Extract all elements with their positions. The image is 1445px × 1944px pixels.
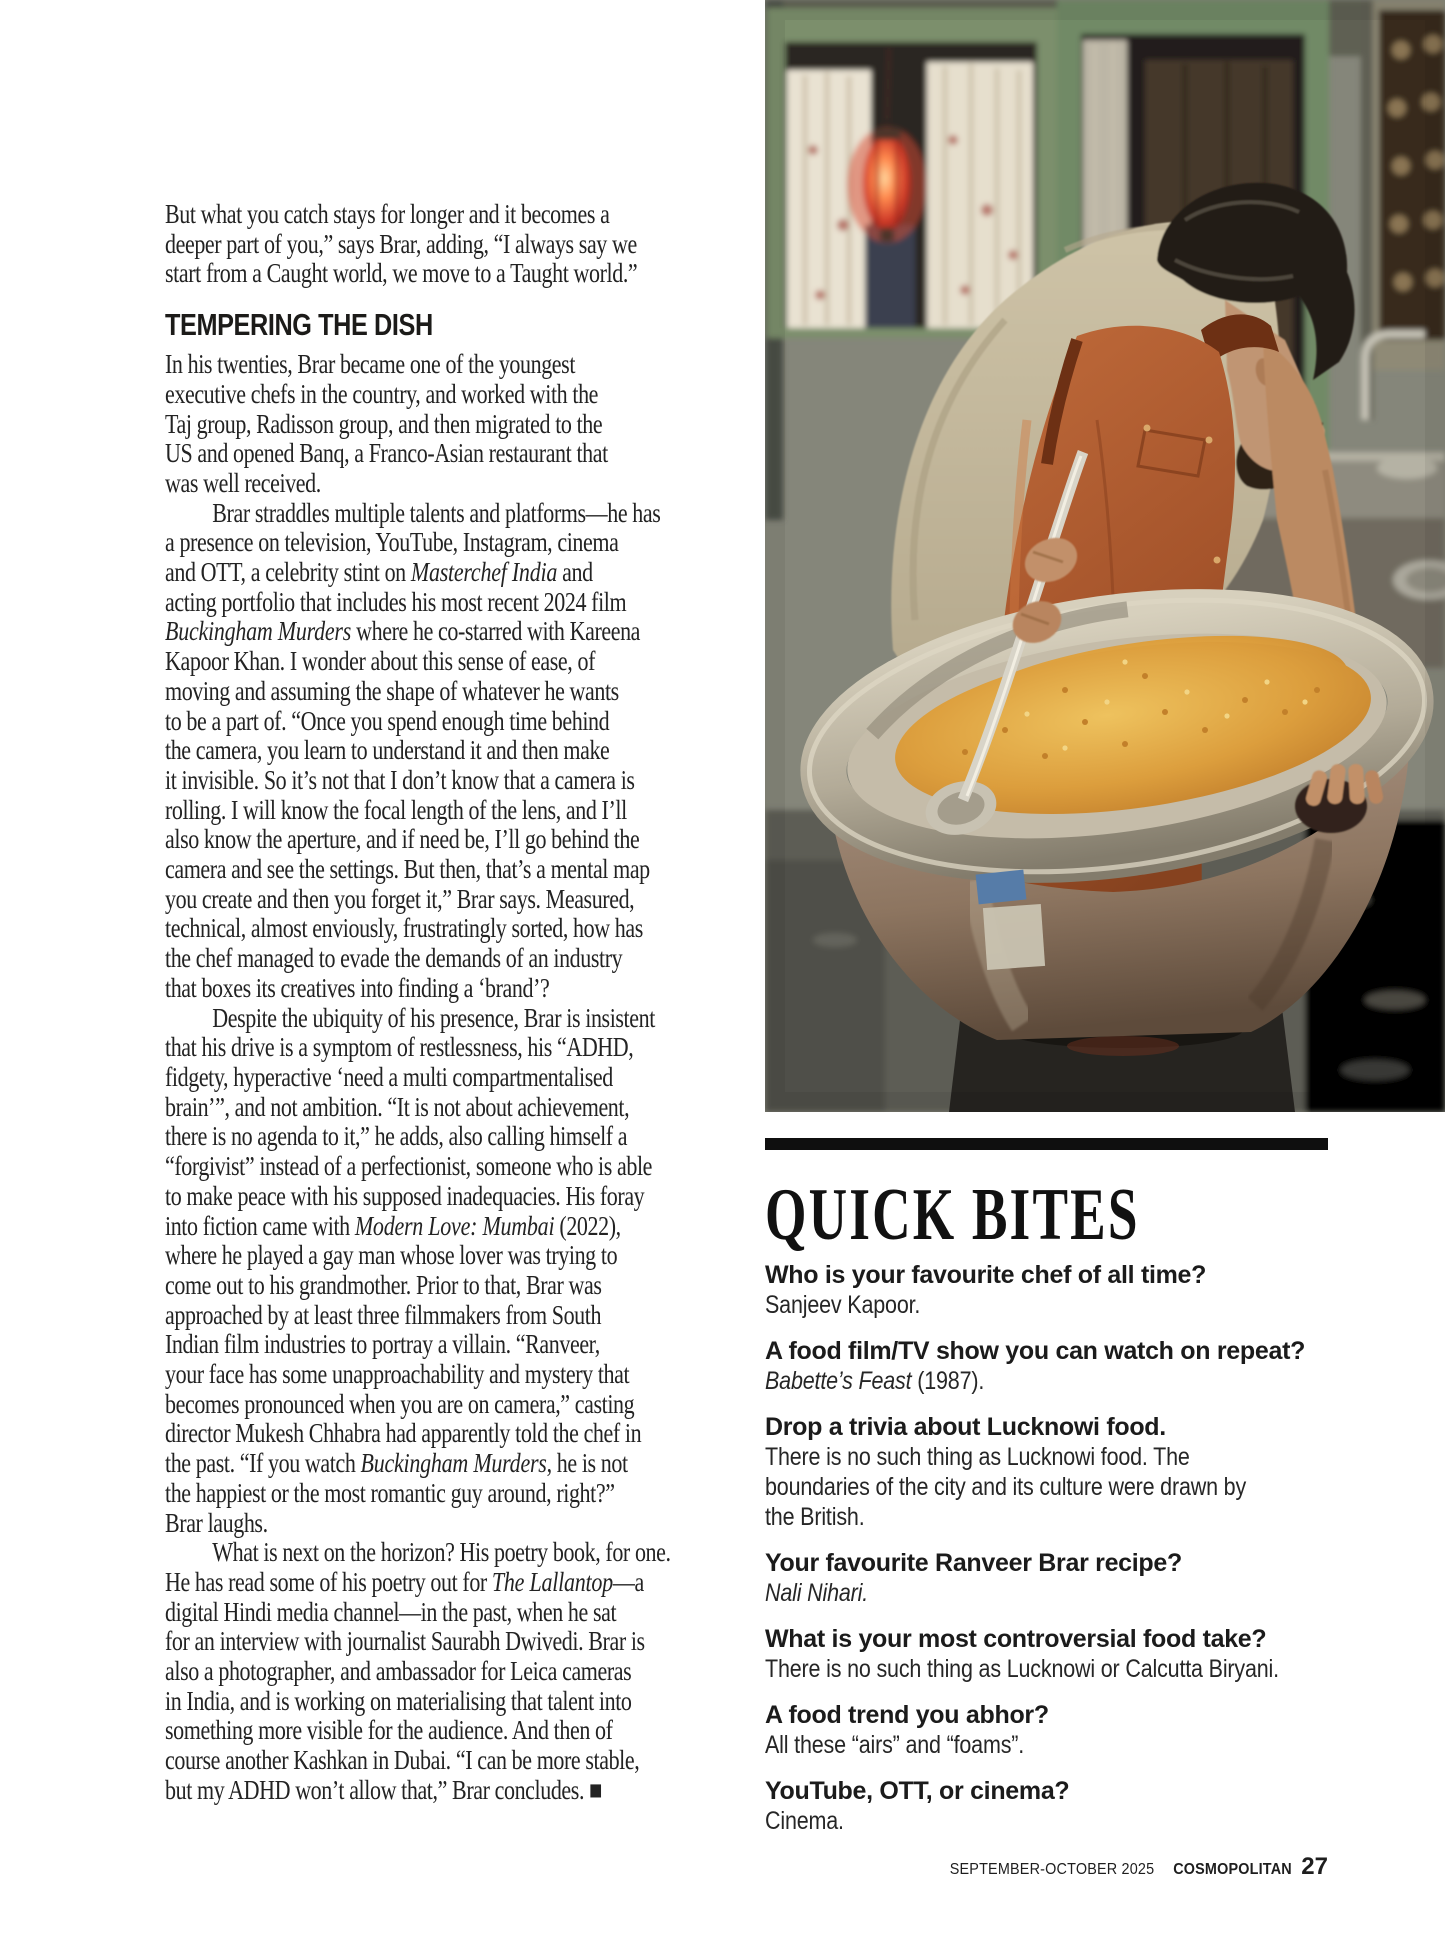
- quick-bites-list: [765, 1260, 1345, 1836]
- article-line: He has read some of his poetry out for The Lallantop—a: [165, 1566, 644, 1597]
- article-line: Kapoor Khan. I wonder about this sense of ease, of: [165, 646, 595, 677]
- article-paragraph: [165, 1538, 713, 1805]
- article-line: digital Hindi media channel—in the past, when he sat: [165, 1596, 617, 1627]
- article-paragraph: [165, 499, 713, 1004]
- article-line: the happiest or the most romantic guy around, right?”: [165, 1477, 615, 1508]
- qa-answer-line: Nali Nihari.: [765, 1579, 869, 1607]
- qa-question: What is your most controversial food take?: [765, 1625, 1267, 1653]
- qa-answer-line: Babette’s Feast (1987).: [765, 1367, 985, 1395]
- qa-answer-line: the British.: [765, 1503, 865, 1531]
- qa-item: [765, 1548, 1345, 1608]
- article-line: something more visible for the audience. And then of: [165, 1715, 613, 1746]
- quick-bites-section: [765, 1174, 1345, 1836]
- page-footer: [927, 1853, 1328, 1881]
- qa-question: A food trend you abhor?: [765, 1701, 1049, 1729]
- article-line: camera and see the settings. But then, that’s a mental map: [165, 854, 650, 885]
- section-divider-rule: [765, 1138, 1328, 1150]
- article-line: where he played a gay man whose lover was trying to: [165, 1240, 618, 1271]
- article-line: that his drive is a symptom of restlessness, his “ADHD,: [165, 1032, 634, 1063]
- qa-item: [765, 1700, 1345, 1760]
- article-column: [165, 200, 713, 1806]
- article-line: into fiction came with Modern Love: Mumbai (2022),: [165, 1210, 621, 1241]
- article-line: brain’”, and not ambition. “It is not about achievement,: [165, 1091, 630, 1122]
- article-paragraph: [165, 1004, 713, 1539]
- article-line: Indian film industries to portray a villain. “Ranveer,: [165, 1329, 600, 1360]
- footer-brand: COSMOPOLITAN: [1173, 1861, 1293, 1878]
- article-line: and OTT, a celebrity stint on Masterchef India and: [165, 557, 593, 588]
- article-line: fidgety, hyperactive ‘need a multi compartmentalised: [165, 1061, 613, 1092]
- article-line: “forgivist” instead of a perfectionist, someone who is able: [165, 1151, 653, 1182]
- qa-answer-line: boundaries of the city and its culture were drawn by: [765, 1473, 1247, 1501]
- article-line: Despite the ubiquity of his presence, Brar is insistent: [212, 1002, 655, 1033]
- qa-question: A food film/TV show you can watch on repeat?: [765, 1337, 1306, 1365]
- article-line: you create and then you forget it,” Brar says. Measured,: [165, 883, 635, 914]
- article-line: In his twenties, Brar became one of the youngest: [165, 349, 576, 380]
- article-line: also a photographer, and ambassador for Leica cameras: [165, 1656, 632, 1687]
- article-line: technical, almost enviously, frustratingly sorted, how has: [165, 913, 643, 944]
- article-line: come out to his grandmother. Prior to that, Brar was: [165, 1269, 602, 1300]
- article-line: Brar straddles multiple talents and platforms—he has: [212, 497, 661, 528]
- article-line: was well received.: [165, 467, 321, 498]
- article-line: US and opened Banq, a Franco-Asian restaurant that: [165, 438, 608, 469]
- chef-photo: [765, 0, 1445, 1112]
- article-line: approached by at least three filmmakers from South: [165, 1299, 602, 1330]
- article-line: course another Kashkan in Dubai. “I can be more stable,: [165, 1745, 640, 1776]
- footer-page-number: 27: [1301, 1853, 1328, 1880]
- article-line: it invisible. So it’s not that I don’t know that a camera is: [165, 764, 635, 795]
- chef-photo-illustration: [765, 0, 1445, 1112]
- article-line: the past. “If you watch Buckingham Murders, he is not: [165, 1448, 628, 1479]
- qa-item: [765, 1260, 1345, 1320]
- qa-item: [765, 1624, 1345, 1684]
- qa-item: [765, 1776, 1345, 1836]
- article-line: rolling. I will know the focal length of the lens, and I’ll: [165, 794, 627, 825]
- footer-issue-date: SEPTEMBER-OCTOBER 2025: [949, 1861, 1155, 1878]
- article-line: director Mukesh Chhabra had apparently told the chef in: [165, 1418, 642, 1449]
- qa-question: Your favourite Ranveer Brar recipe?: [765, 1549, 1182, 1577]
- qa-answer-line: All these “airs” and “foams”.: [765, 1731, 1025, 1759]
- article-paragraph: [165, 350, 713, 499]
- article-line: start from a Caught world, we move to a Taught world.”: [165, 258, 638, 289]
- article-body: [165, 350, 713, 1805]
- qa-answer-line: There is no such thing as Lucknowi or Calcutta Biryani.: [765, 1655, 1279, 1683]
- article-line: also know the aperture, and if need be, I’ll go behind the: [165, 824, 640, 855]
- lead-paragraph: [165, 200, 713, 289]
- article-line: your face has some unapproachability and mystery that: [165, 1359, 630, 1390]
- qa-answer-line: Cinema.: [765, 1807, 844, 1835]
- article-line: to be a part of. “Once you spend enough time behind: [165, 705, 610, 736]
- article-line: deeper part of you,” says Brar, adding, “I always say we: [165, 228, 637, 259]
- article-line: a presence on television, YouTube, Instagram, cinema: [165, 527, 619, 558]
- article-line: to make peace with his supposed inadequacies. His foray: [165, 1180, 645, 1211]
- article-line: there is no agenda to it,” he adds, also calling himself a: [165, 1121, 628, 1152]
- quick-bites-title: QUICK BITES: [765, 1174, 1140, 1256]
- article-line: Buckingham Murders where he co-starred with Kareena: [165, 616, 641, 647]
- article-line: that boxes its creatives into finding a ‘brand’?: [165, 972, 550, 1003]
- article-line: Brar laughs.: [165, 1507, 268, 1538]
- section-heading: TEMPERING THE DISH: [165, 307, 433, 343]
- article-line: executive chefs in the country, and worked with the: [165, 378, 599, 409]
- article-line: in India, and is working on materialising that talent into: [165, 1685, 632, 1716]
- article-line: moving and assuming the shape of whatever he wants: [165, 675, 619, 706]
- article-line: the camera, you learn to understand it and then make: [165, 735, 610, 766]
- article-line: acting portfolio that includes his most recent 2024 film: [165, 586, 627, 617]
- qa-item: [765, 1336, 1345, 1396]
- article-line: the chef managed to evade the demands of an industry: [165, 943, 623, 974]
- qa-answer-line: Sanjeev Kapoor.: [765, 1291, 921, 1319]
- article-line: But what you catch stays for longer and it becomes a: [165, 199, 610, 229]
- qa-question: YouTube, OTT, or cinema?: [765, 1777, 1070, 1805]
- article-line: but my ADHD won’t allow that,” Brar concludes. ■: [165, 1774, 603, 1805]
- qa-answer-line: There is no such thing as Lucknowi food. The: [765, 1443, 1190, 1471]
- article-line: becomes pronounced when you are on camera,” casting: [165, 1388, 635, 1419]
- article-line: What is next on the horizon? His poetry book, for one.: [212, 1537, 671, 1568]
- qa-item: [765, 1412, 1345, 1532]
- article-line: Taj group, Radisson group, and then migrated to the: [165, 408, 603, 439]
- qa-question: Who is your favourite chef of all time?: [765, 1261, 1207, 1289]
- qa-question: Drop a trivia about Lucknowi food.: [765, 1413, 1166, 1441]
- article-line: for an interview with journalist Saurabh Dwivedi. Brar is: [165, 1626, 645, 1657]
